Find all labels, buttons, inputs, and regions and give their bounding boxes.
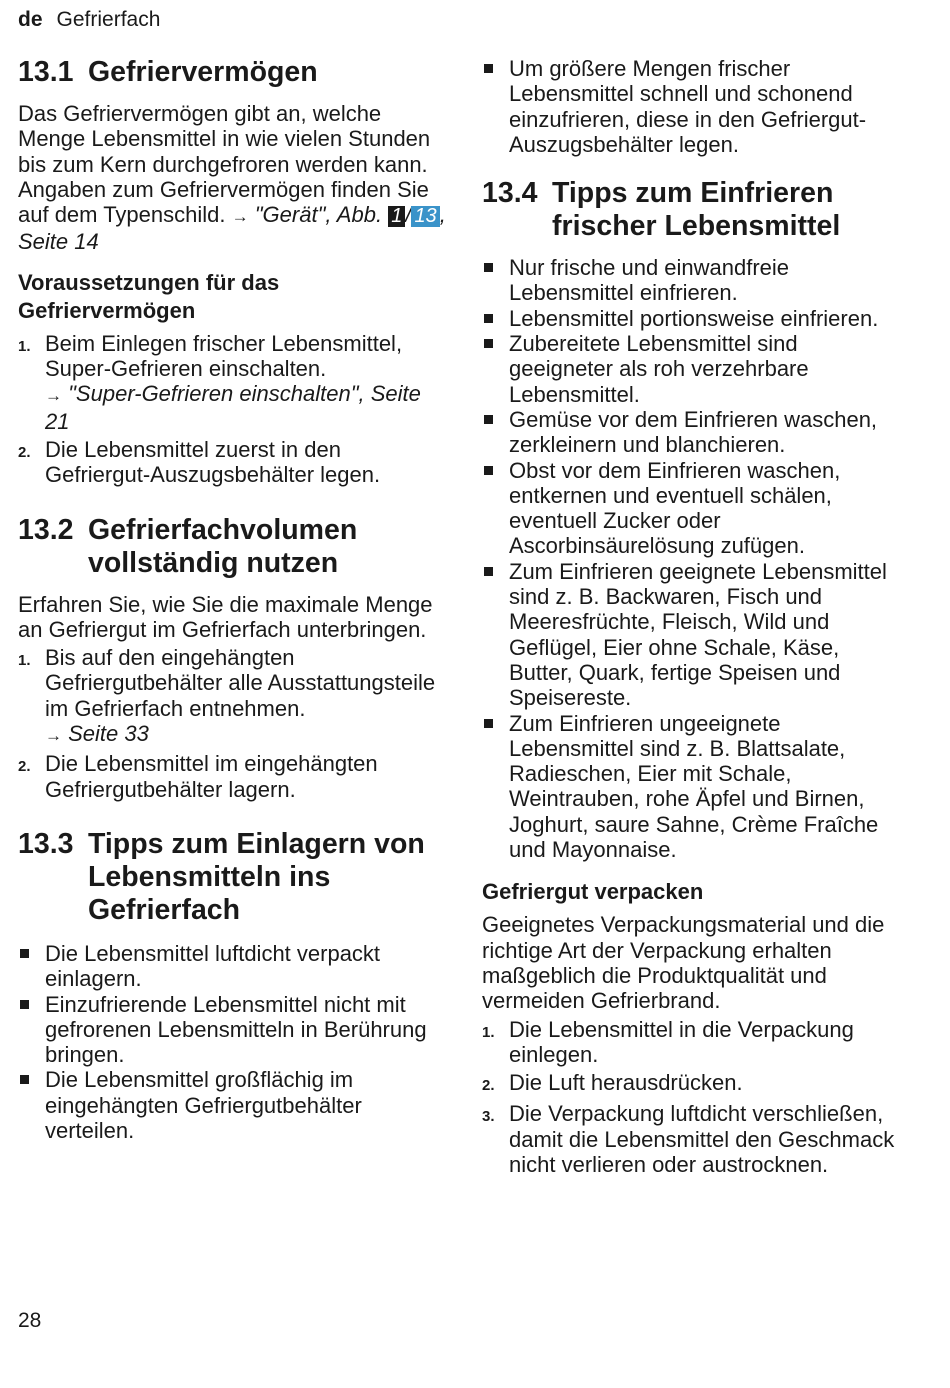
bullet-icon: [482, 255, 509, 306]
bullet-icon: [482, 458, 509, 559]
heading-number: 13.3: [18, 827, 74, 860]
language-code: de: [18, 8, 43, 31]
step-number: 2.: [482, 1077, 495, 1095]
list-item-text: Lebensmittel portionsweise einfrieren.: [509, 305, 879, 331]
list-item: [482, 559, 902, 711]
heading-13-1: [18, 56, 448, 89]
step-text: Die Lebensmittel in die Verpackung einlegen.: [509, 1016, 854, 1067]
storage-tips-list: [18, 941, 448, 1143]
freezing-tips-list: [482, 255, 902, 862]
heading-13-4: [482, 177, 902, 243]
subheading-requirements: Voraussetzungen für das Gefriervermögen: [18, 269, 280, 323]
list-item: [482, 56, 902, 157]
storage-tips-continued: [482, 56, 902, 157]
right-column: [482, 56, 902, 1177]
requirements-steps: [18, 331, 448, 488]
heading-number: 13.1: [18, 56, 74, 88]
list-item-text: Zum Einfrieren ungeeignete Lebensmittel sind z. B. Blattsalate, Radieschen, Eier mit Schale, Weintrauben, rohe Äpfel und Birnen, Joghurt, saure Sahne, Crème Fraîche und Mayonnaise.: [509, 710, 879, 863]
list-item: [18, 992, 448, 1068]
step-number: 3.: [482, 1108, 495, 1126]
list-item: [18, 331, 448, 434]
heading-13-3: [18, 828, 448, 927]
badge-separator: /: [405, 202, 412, 228]
step-text: Die Lebensmittel zuerst in den Gefriergut-Auszugsbehälter legen.: [45, 436, 381, 488]
bullet-icon: [482, 331, 509, 407]
bullet-icon: [482, 559, 509, 711]
page-header: [18, 8, 160, 32]
page-number: 28: [18, 1309, 42, 1332]
heading-number: 13.4: [482, 177, 538, 210]
heading-title: Gefrierfachvolumen vollständig nutzen: [88, 513, 358, 579]
bullet-icon: [482, 306, 509, 331]
step-number: 1.: [18, 337, 31, 355]
step-number: 2.: [18, 758, 31, 776]
list-item-text: Um größere Mengen frischer Lebensmittel schnell und schonend einzufrieren, diese in den Gefriergut-Auszugsbehälter legen.: [509, 56, 867, 157]
list-item-text: Zubereitete Lebensmittel sind geeigneter als roh verzehrbare Lebensmittel.: [509, 331, 809, 407]
bullet-icon: [18, 1067, 45, 1143]
figure-badge-1: 1: [388, 206, 405, 227]
list-item: [482, 1017, 902, 1068]
step-text: Die Lebensmittel im eingehängten Gefriergutbehälter lagern.: [45, 751, 378, 802]
bullet-icon: [18, 941, 45, 992]
reference-text: "Gerät", Abb.: [254, 202, 383, 228]
figure-badge-13: 13: [411, 206, 439, 227]
list-item-text: Die Lebensmittel großflächig im eingehängten Gefriergutbehälter verteilen.: [45, 1067, 362, 1144]
step-number: 2.: [18, 443, 31, 461]
reference-link-page-33[interactable]: Seite 33: [68, 721, 149, 747]
step-number: 1.: [18, 652, 31, 670]
bullet-icon: [482, 711, 509, 863]
paragraph-packaging-intro: Geeignetes Verpackungsmaterial und die richtige Art der Verpackung erhalten maßgeblich die Produktqualität und vermeiden Gefrierbrand.: [482, 912, 885, 1014]
paragraph-intro-volume: Erfahren Sie, wie Sie die maximale Menge an Gefriergut im Gefrierfach unterbringen.: [18, 591, 433, 642]
list-item: [18, 941, 448, 992]
step-number: 1.: [482, 1023, 495, 1041]
heading-title: Gefriervermögen: [88, 56, 318, 88]
list-item: [482, 711, 902, 863]
list-item: [482, 458, 902, 559]
list-item: [18, 1067, 448, 1143]
heading-title: Tipps zum Einlagern von Lebensmitteln ins Gefrierfach: [88, 827, 425, 926]
list-item: [482, 255, 902, 306]
list-item-text: Die Lebensmittel luftdicht verpackt einlagern.: [45, 940, 381, 992]
header-section: Gefrierfach: [56, 8, 161, 31]
list-item-text: Einzufrierende Lebensmittel nicht mit gefrorenen Lebensmitteln in Berührung bringen.: [45, 991, 427, 1068]
list-item-text: Gemüse vor dem Einfrieren waschen, zerkleinern und blanchieren.: [509, 406, 878, 458]
step-text: Bis auf den eingehängten Gefriergutbehälter alle Ausstattungsteile im Gefrierfach entnehmen.: [45, 645, 436, 721]
bullet-icon: [482, 56, 509, 157]
heading-title: Tipps zum Einfrieren frischer Lebensmittel: [552, 177, 841, 243]
reference-arrow-icon: →: [231, 207, 249, 227]
reference-arrow-icon: →: [45, 726, 62, 746]
heading-number: 13.2: [18, 513, 74, 546]
paragraph-rating-plate: [18, 177, 448, 255]
volume-steps: [18, 645, 448, 802]
list-item: [18, 751, 448, 802]
list-item: [482, 1101, 902, 1177]
list-item: [482, 331, 902, 407]
list-item: [18, 437, 448, 488]
bullet-icon: [482, 407, 509, 458]
list-item-text: Zum Einfrieren geeignete Lebensmittel sind z. B. Backwaren, Fisch und Meeresfrüchte, Fleisch, Wild und Geflügel, Eier ohne Schale, Käse, Butter, Quark, fertige Speisen und Speisereste.: [509, 558, 887, 711]
list-item: [18, 645, 448, 748]
reference-page: , Seite 14: [18, 202, 446, 255]
subheading-packaging: Gefriergut verpacken: [482, 879, 704, 905]
list-item-text: Nur frische und einwandfreie Lebensmittel einfrieren.: [509, 255, 790, 306]
list-item: [482, 306, 902, 331]
rating-plate-text: Angaben zum Gefriervermögen finden Sie auf dem Typenschild.: [18, 176, 429, 228]
paragraph-capacity: Das Gefriervermögen gibt an, welche Menge Lebensmittel in wie vielen Stunden bis zum Kern durchgefroren werden kann.: [18, 101, 431, 177]
list-item: [482, 407, 902, 458]
heading-13-2: [18, 514, 448, 580]
list-item: [482, 1070, 902, 1098]
step-text: Die Verpackung luftdicht verschließen, damit die Lebensmittel den Geschmack nicht verlieren oder austrocknen.: [509, 1101, 895, 1177]
left-column: [18, 56, 448, 1143]
step-text: Beim Einlegen frischer Lebensmittel, Super-Gefrieren einschalten.: [45, 330, 403, 382]
packaging-steps: [482, 1017, 902, 1178]
bullet-icon: [18, 992, 45, 1068]
step-text: Die Luft herausdrücken.: [509, 1070, 743, 1096]
reference-link-super-freeze[interactable]: "Super-Gefrieren einschalten", Seite 21: [45, 381, 421, 434]
list-item-text: Obst vor dem Einfrieren waschen, entkernen und eventuell schälen, eventuell Zucker oder Ascorbinsäurelösung zufügen.: [509, 457, 841, 559]
reference-arrow-icon: →: [45, 386, 62, 406]
